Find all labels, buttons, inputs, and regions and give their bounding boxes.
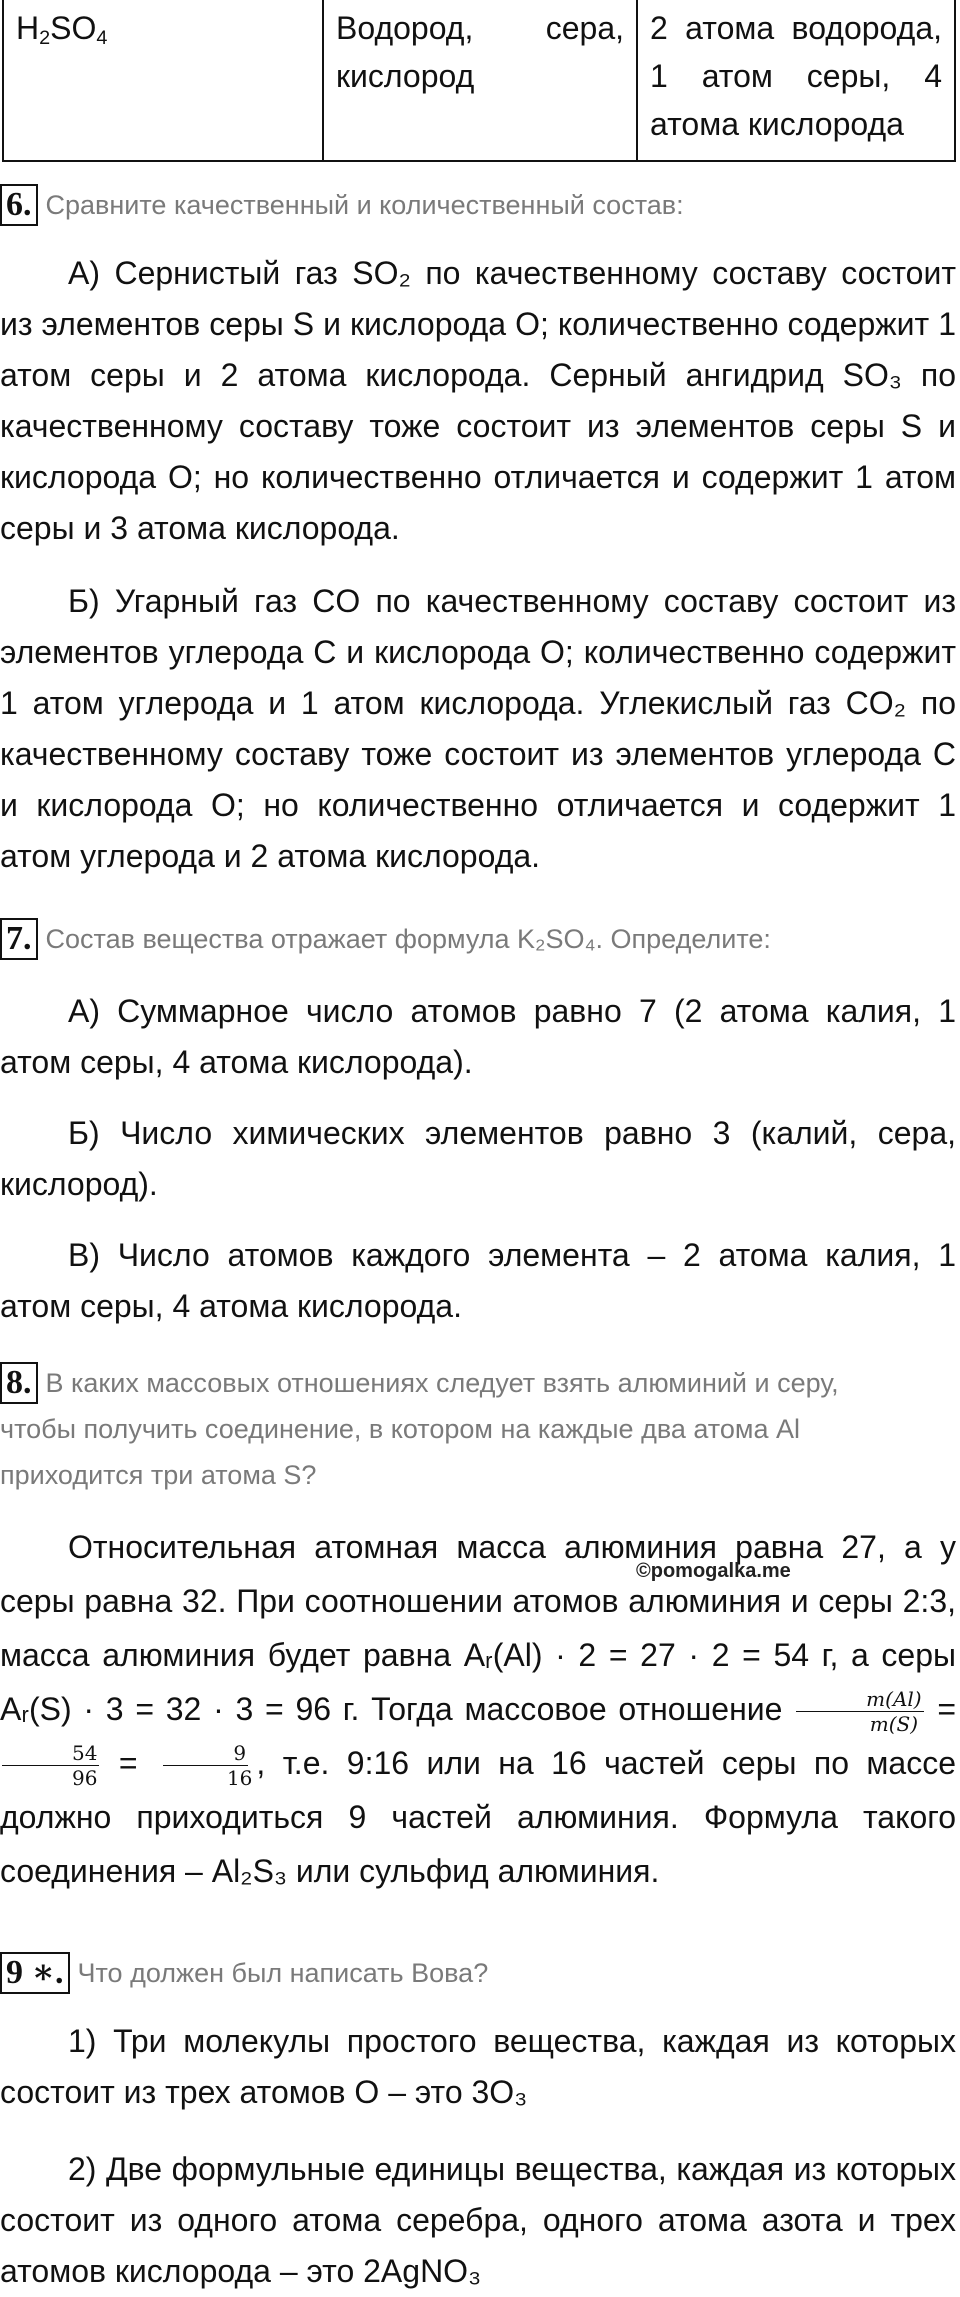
answer-7a: А) Суммарное число атомов равно 7 (2 атома калия, 1 атом серы, 4 атома кислорода).	[0, 993, 956, 1080]
question-8-text-line1: В каких массовых отношениях следует взять алюминий и серу,	[45, 1368, 839, 1398]
question-9-number: 9 ∗.	[0, 1952, 70, 1994]
question-7-number: 7.	[0, 918, 38, 960]
question-8-header	[0, 1360, 839, 1406]
question-6-text: Сравните качественный и количественный состав:	[45, 190, 684, 220]
answer-8-part1: Относительная атомная масса алюминия равна 27, а у серы равна 32. При соотношении атомов алюминия и серы 2:3, масса алюминия будет равна Aᵣ(Al) · 2 = 27 · 2 = 54 г, а серы Aᵣ(S) · 3 = 32 · 3 = 96 г. Тогда массовое отношение	[0, 1529, 956, 1727]
answer-7c: В) Число атомов каждого элемента – 2 атома калия, 1 атом серы, 4 атома кислорода.	[0, 1237, 956, 1324]
formula-cell: $H_2SO_4$	[3, 0, 323, 161]
question-9-text: Что должен был написать Вова?	[77, 1958, 489, 1988]
question-7-text: Состав вещества отражает формула K₂SO₄. Определите:	[45, 924, 771, 954]
fraction-9-16: $\frac{9}{16}$	[157, 1741, 254, 1790]
mass-ratio-fraction: $\frac{m(Al)}{m(S)}$	[796, 1687, 923, 1736]
watermark-text: ©pomogalka.me	[636, 1560, 791, 1582]
answer-7b: Б) Число химических элементов равно 3 (калий, сера, кислород).	[0, 1115, 956, 1202]
answer-8-part2: , т.е. 9:16 или на 16 частей серы по массе должно приходиться 9 частей алюминия. Формула такого соединения – Al₂S₃ или сульфид алюминия.	[0, 1745, 957, 1890]
question-8-text-line2: чтобы получить соединение, в котором на каждые два атома Al	[0, 1414, 800, 1444]
composition-table	[2, 0, 956, 162]
elements-cell: Водород, сера, кислород	[323, 0, 637, 161]
question-8-number: 8.	[0, 1362, 38, 1404]
table-row	[3, 0, 955, 161]
question-8-text-rest	[0, 1406, 956, 1498]
answer-6a: А) Сернистый газ SO₂ по качественному составу состоит из элементов серы S и кислорода O; количественно содержит 1 атом серы и 2 атома кислорода. Серный ангидрид SO₃ по качественному составу тоже состоит из элементов серы S и кислорода O; но количественно отличается и содержит 1 атом серы и 3 атома кислорода.	[0, 255, 956, 546]
answer-9-2: 2) Две формульные единицы вещества, каждая из которых состоит из одного атома серебра, одного атома азота и трех атомов кислорода – это 2AgNO₃	[0, 2151, 956, 2289]
question-7-header	[0, 916, 771, 962]
question-9-header	[0, 1950, 488, 1996]
answer-8: Относительная атомная масса алюминия равна 27, а у серы равна 32. При соотношении атомов алюминия и серы 2:3, масса алюминия будет равна Aᵣ(Al) · 2 = 27 · 2 = 54 г, а серы Aᵣ(S) · 3 = 32 · 3 = 96 г. Тогда массовое отношение $\frac{m(Al)}{m(S)}$ = $\frac{54}{96}$ = $\frac{9}{16}$ , т.е. 9:16 или на 16 частей серы по массе должно приходиться 9 частей алюминия. Формула такого соединения – Al₂S₃ или сульфид алюминия.	[0, 1529, 957, 1890]
answer-6b: Б) Угарный газ CO по качественному составу состоит из элементов углерода C и кислорода O; количественно содержит 1 атом углерода и 1 атом кислорода. Углекислый газ CO₂ по качественному составу тоже состоит из элементов углерода C и кислорода O; но количественно отличается и содержит 1 атом углерода и 2 атома кислорода.	[0, 583, 956, 874]
atoms-cell: 2 атома водорода, 1 атом серы, 4 атома кислорода	[637, 0, 955, 161]
question-8-text-line3: приходится три атома S?	[0, 1460, 317, 1490]
question-6-number: 6.	[0, 184, 38, 226]
fraction-54-96: $\frac{54}{96}$	[2, 1741, 99, 1790]
question-6-header	[0, 182, 684, 228]
answer-9-1: 1) Три молекулы простого вещества, каждая из которых состоит из трех атомов O – это 3O₃	[0, 2023, 956, 2110]
